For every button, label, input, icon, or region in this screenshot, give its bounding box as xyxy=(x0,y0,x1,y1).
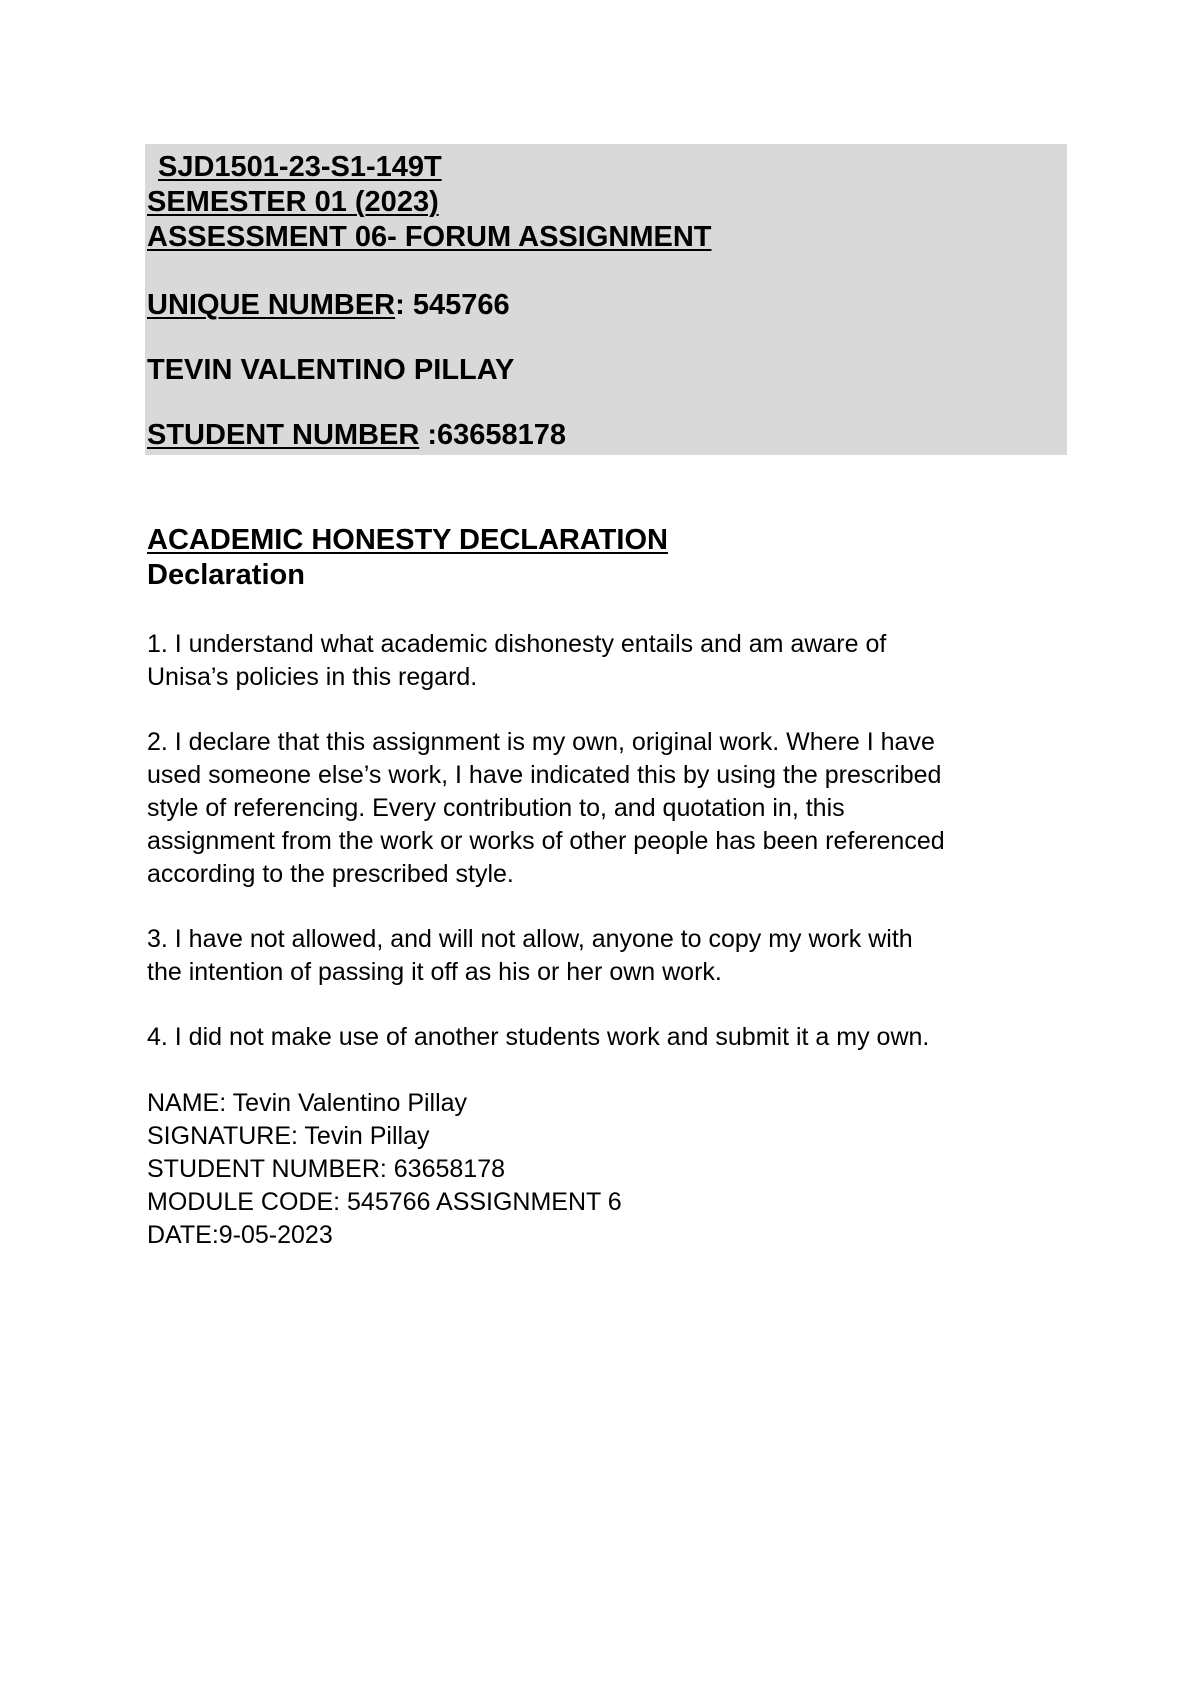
signature-signature: SIGNATURE: Tevin Pillay xyxy=(147,1122,430,1150)
declaration-item-3-line-1: 3. I have not allowed, and will not allow, anyone to copy my work with xyxy=(147,925,913,953)
declaration-item-2-line-2: used someone else’s work, I have indicated this by using the prescribed xyxy=(147,761,942,789)
declaration-item-2-line-5: according to the prescribed style. xyxy=(147,860,514,888)
signature-block xyxy=(147,1087,622,1252)
semester-line: SEMESTER 01 (2023) xyxy=(147,186,439,218)
declaration-item-1-line-2: Unisa’s policies in this regard. xyxy=(147,663,478,691)
unique-number-line xyxy=(147,288,510,322)
declaration-item-1 xyxy=(147,628,886,694)
declaration-subtitle: Declaration xyxy=(147,559,305,591)
signature-module-code: MODULE CODE: 545766 ASSIGNMENT 6 xyxy=(147,1188,622,1216)
declaration-item-4 xyxy=(147,1021,929,1054)
signature-name: NAME: Tevin Valentino Pillay xyxy=(147,1089,468,1117)
declaration-title: ACADEMIC HONESTY DECLARATION xyxy=(147,524,668,556)
declaration-item-1-line-1: 1. I understand what academic dishonesty entails and am aware of xyxy=(147,630,887,658)
assessment-line: ASSESSMENT 06- FORUM ASSIGNMENT xyxy=(147,221,712,253)
signature-student-number: STUDENT NUMBER: 63658178 xyxy=(147,1155,506,1183)
student-number-line xyxy=(147,418,566,452)
declaration-item-2-line-3: style of referencing. Every contribution to, and quotation in, this xyxy=(147,794,845,822)
student-number-value: :63658178 xyxy=(419,419,567,451)
signature-date: DATE:9-05-2023 xyxy=(147,1221,333,1249)
declaration-item-2-line-4: assignment from the work or works of other people has been referenced xyxy=(147,827,945,855)
student-number-label: STUDENT NUMBER xyxy=(147,419,420,451)
declaration-item-3 xyxy=(147,923,913,989)
declaration-item-3-line-2: the intention of passing it off as his or her own work. xyxy=(147,958,722,986)
unique-number-value: : 545766 xyxy=(395,289,510,321)
declaration-item-4-line-1: 4. I did not make use of another students work and submit it a my own. xyxy=(147,1023,930,1051)
module-code: SJD1501-23-S1-149T xyxy=(158,151,442,183)
student-name: TEVIN VALENTINO PILLAY xyxy=(147,354,515,386)
unique-number-label: UNIQUE NUMBER xyxy=(147,289,396,321)
declaration-item-2 xyxy=(147,726,945,891)
declaration-item-2-line-1: 2. I declare that this assignment is my own, original work. Where I have xyxy=(147,728,935,756)
